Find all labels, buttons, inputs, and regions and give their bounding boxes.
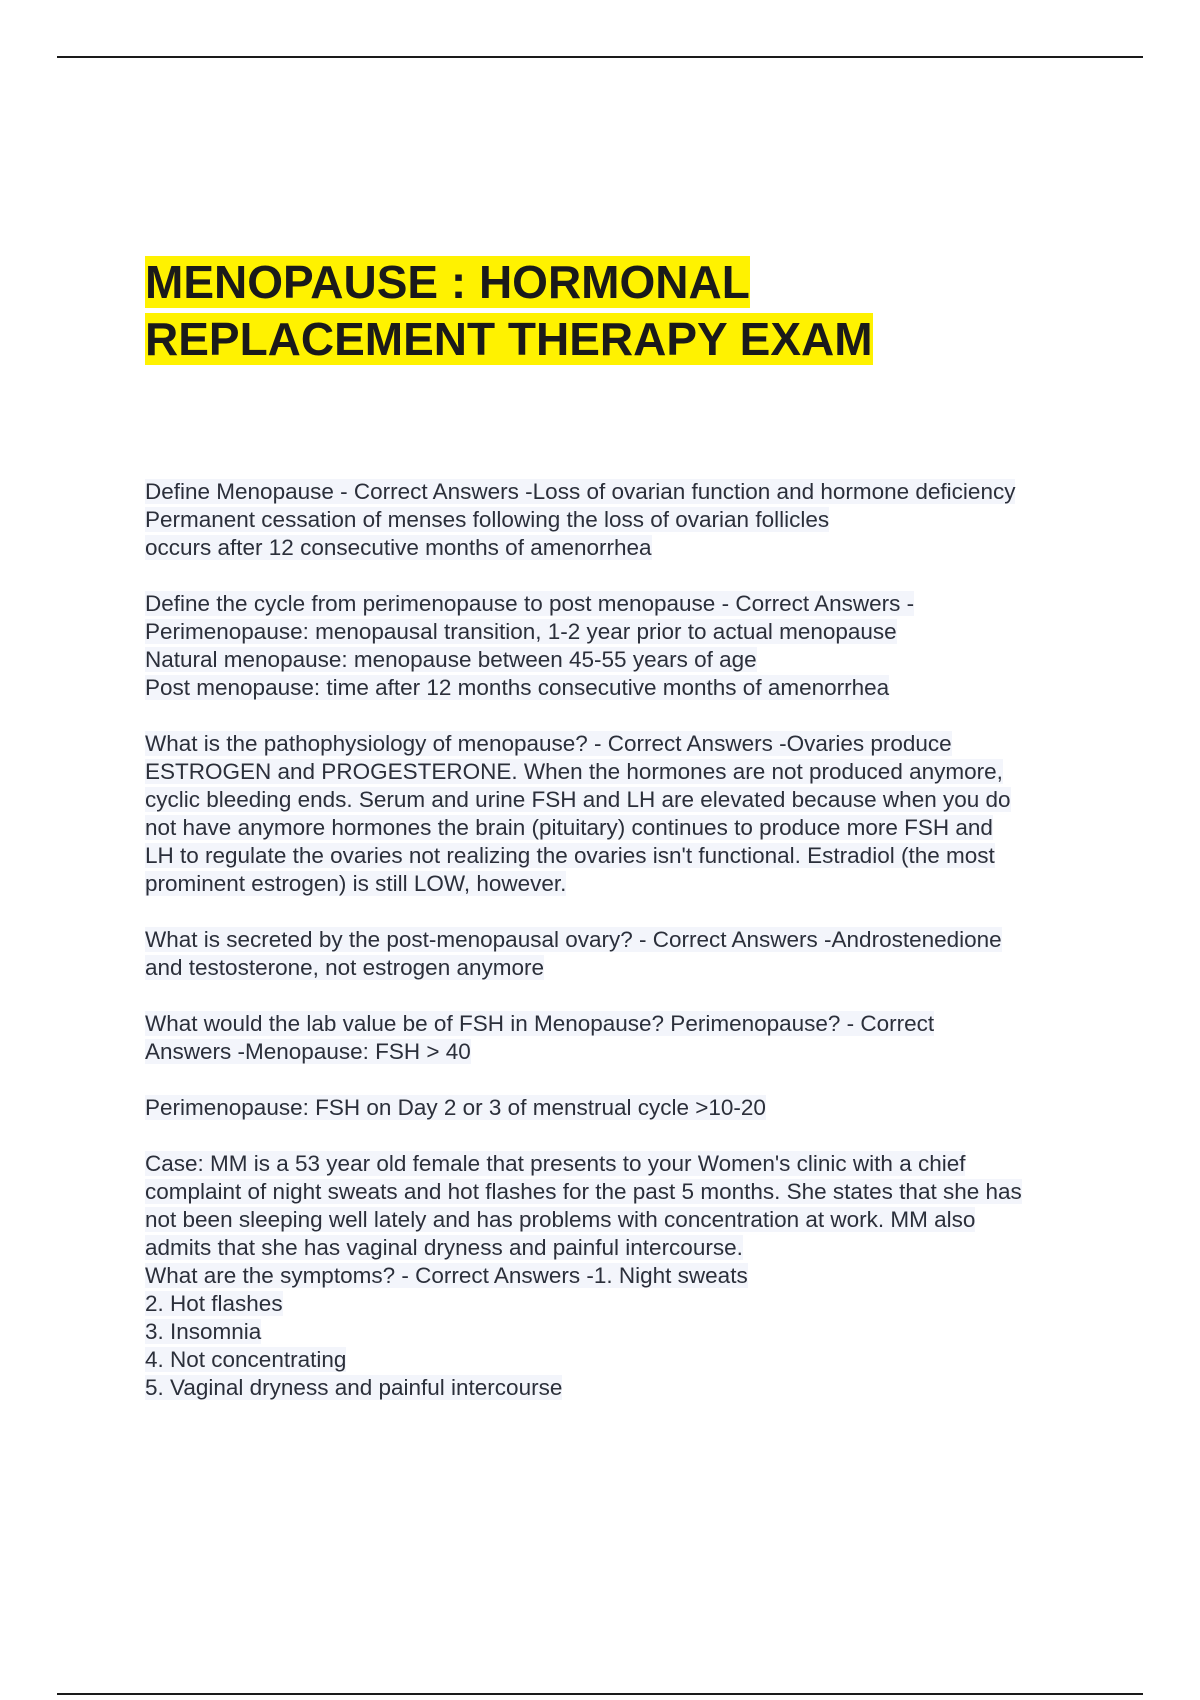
- text-line: What is the pathophysiology of menopause? - Correct Answers -Ovaries produce: [145, 731, 952, 756]
- list-item: 2. Hot flashes: [145, 1291, 283, 1316]
- text-line: Natural menopause: menopause between 45-55 years of age: [145, 647, 757, 672]
- qa-block-define-menopause: [145, 478, 1145, 562]
- text-line: Post menopause: time after 12 months consecutive months of amenorrhea: [145, 675, 890, 700]
- qa-block-perimenopause-fsh: [145, 1094, 1145, 1122]
- text-line: Answers -Menopause: FSH > 40: [145, 1039, 471, 1064]
- qa-block-case-symptoms: [145, 1150, 1145, 1402]
- text-line: Permanent cessation of menses following the loss of ovarian follicles: [145, 507, 830, 532]
- text-line: Define Menopause - Correct Answers -Loss of ovarian function and hormone deficiency: [145, 479, 1016, 504]
- text-line: ESTROGEN and PROGESTERONE. When the hormones are not produced anymore,: [145, 759, 1003, 784]
- list-item: 5. Vaginal dryness and painful intercourse: [145, 1375, 563, 1400]
- list-item: 4. Not concentrating: [145, 1347, 347, 1372]
- text-line: prominent estrogen) is still LOW, however.: [145, 871, 567, 896]
- text-line: Define the cycle from perimenopause to post menopause - Correct Answers -: [145, 591, 915, 616]
- text-line: Case: MM is a 53 year old female that presents to your Women's clinic with a chief: [145, 1151, 966, 1176]
- text-line: What is secreted by the post-menopausal ovary? - Correct Answers -Androstenedione: [145, 927, 1002, 952]
- text-line: and testosterone, not estrogen anymore: [145, 955, 545, 980]
- text-line: What are the symptoms? - Correct Answers -1. Night sweats: [145, 1263, 748, 1288]
- top-rule: [57, 56, 1143, 58]
- text-line: occurs after 12 consecutive months of amenorrhea: [145, 535, 652, 560]
- document-title: [145, 254, 873, 368]
- qa-block-pathophysiology: [145, 730, 1145, 898]
- document-title-line: MENOPAUSE : HORMONAL: [145, 256, 750, 308]
- text-line: not have anymore hormones the brain (pituitary) continues to produce more FSH and: [145, 815, 993, 840]
- bottom-rule: [57, 1693, 1143, 1695]
- text-line: admits that she has vaginal dryness and painful intercourse.: [145, 1235, 743, 1260]
- qa-block-menopause-cycle: [145, 590, 1145, 702]
- qa-content: [145, 478, 1145, 1430]
- list-item: 3. Insomnia: [145, 1319, 262, 1344]
- qa-block-fsh-lab-value: [145, 1010, 1145, 1066]
- qa-block-post-menopausal-ovary: [145, 926, 1145, 982]
- text-line: Perimenopause: FSH on Day 2 or 3 of menstrual cycle >10-20: [145, 1095, 766, 1120]
- text-line: complaint of night sweats and hot flashes for the past 5 months. She states that she has: [145, 1179, 1022, 1204]
- text-line: What would the lab value be of FSH in Menopause? Perimenopause? - Correct: [145, 1011, 935, 1036]
- text-line: not been sleeping well lately and has problems with concentration at work. MM also: [145, 1207, 976, 1232]
- text-line: LH to regulate the ovaries not realizing the ovaries isn't functional. Estradiol (the most: [145, 843, 995, 868]
- document-title-line: REPLACEMENT THERAPY EXAM: [145, 313, 873, 365]
- text-line: cyclic bleeding ends. Serum and urine FSH and LH are elevated because when you do: [145, 787, 1011, 812]
- text-line: Perimenopause: menopausal transition, 1-2 year prior to actual menopause: [145, 619, 897, 644]
